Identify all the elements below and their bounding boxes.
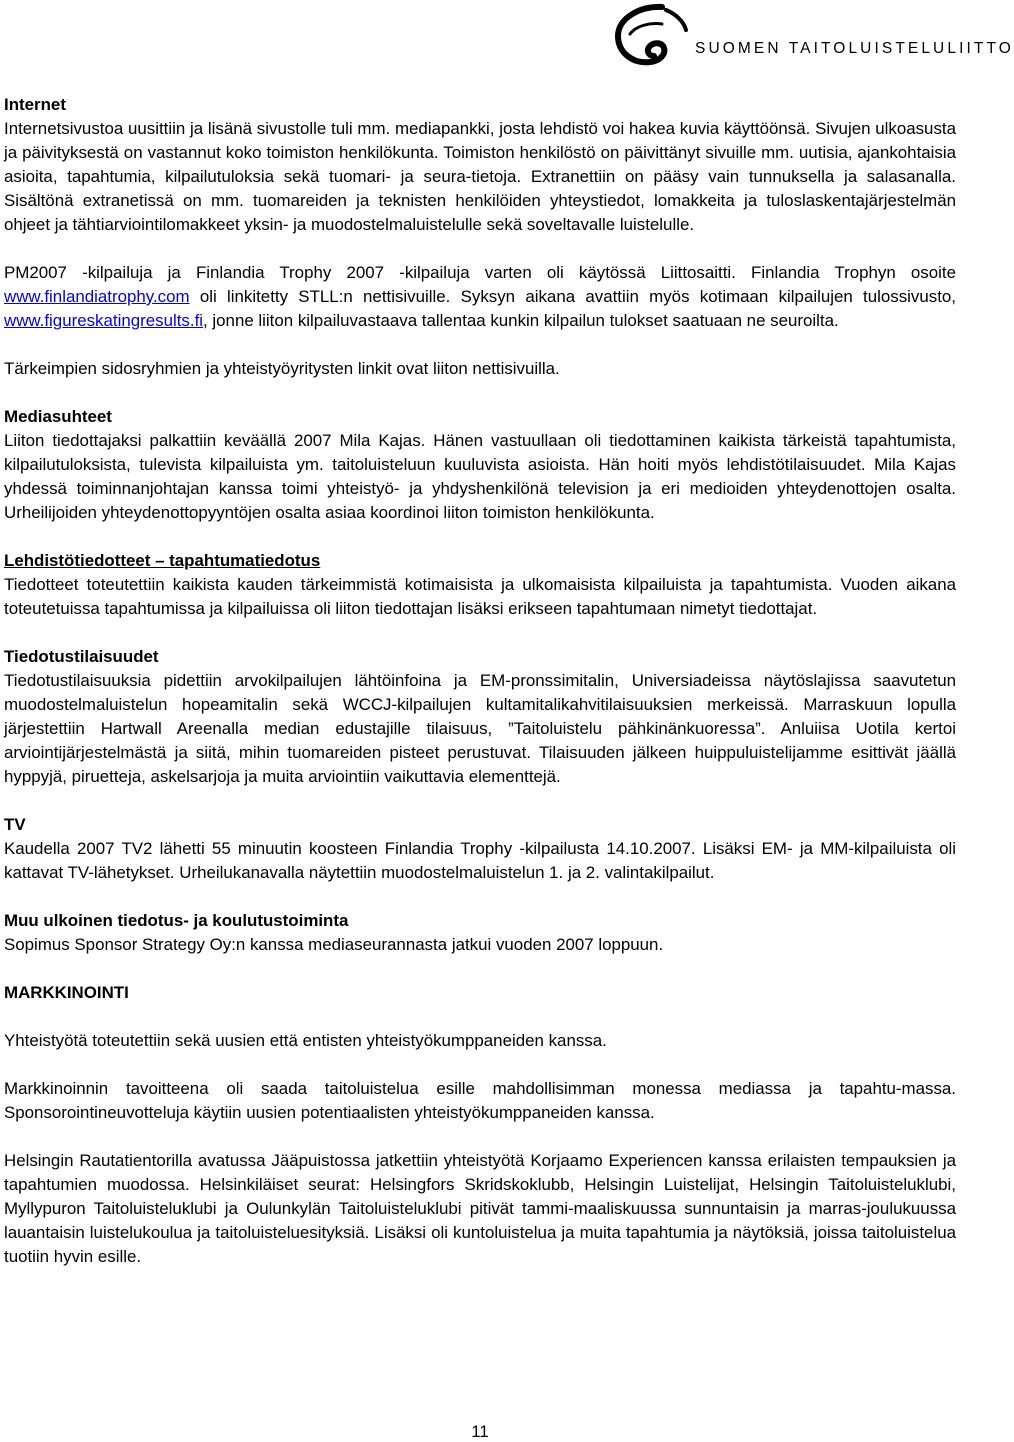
heading-markkinointi: MARKKINOINTI [4, 983, 129, 1002]
heading-tv: TV [4, 815, 26, 834]
internet-p2-text-b: oli linkitetty STLL:n nettisivuille. Syksyn aikana avattiin myös kotimaan kilpailujen tulossivusto, [189, 287, 956, 306]
skater-swirl-logo-icon [610, 4, 690, 68]
briefings-paragraph: Tiedotustilaisuuksia pidettiin arvokilpailujen lähtöinfoina ja EM-pronssimitalin, Universiadeissa näytöslajissa saavutetun muodostelmaluistelun hopeamitalin sekä WCCJ-kilpailujen kultamitalikahvitilaisuuksien merkeissä. Marraskuun lopulla järjestettiin Hartwall Areenalla median edustajille tilaisuus, ”Taitoluistelu pähkinänkuoressa”. Anluiisa Uotila kertoi arviointijärjestelmästä ja siitä, mihin tuomareiden pisteet perustuvat. Tilaisuuden jälkeen huippuluistelijamme esittivät jäällä hyppyjä, piruetteja, askelsarjoja ja muita arviointiin vaikuttavia elementtejä. [4, 671, 956, 786]
internet-paragraph-3: Tärkeimpien sidosryhmien ja yhteistyöyritysten linkit ovat liiton nettisivuilla. [4, 359, 560, 378]
external-paragraph: Sopimus Sponsor Strategy Oy:n kanssa mediaseurannasta jatkui vuoden 2007 loppuun. [4, 935, 664, 954]
heading-lehdistotiedotteet: Lehdistötiedotteet – tapahtumatiedotus [4, 551, 321, 570]
internet-p2-text-a: PM2007 -kilpailuja ja Finlandia Trophy 2007 -kilpailuja varten oli käytössä Liittosaitti. Finlandia Trophyn osoite [4, 263, 956, 282]
marketing-paragraph-1: Yhteistyötä toteutettiin sekä uusien että entisten yhteistyökumppaneiden kanssa. [4, 1031, 607, 1050]
internet-paragraph-1: Internetsivustoa uusittiin ja lisänä sivustolle tuli mm. mediapankki, josta lehdistö voi hakea kuvia käyttöönsä. Sivujen ulkoasusta ja päivityksestä on vastannut koko toimiston henkilökunta. Toimiston henkilöstö on päivittänyt sivuille mm. uutisia, ajankohtaisia asioita, tapahtumia, kilpailutuloksia sekä tuomari- ja seura-tietoja. Extranettiin on pääsy vain tunnuksella ja salasanalla. Sisältönä extranetissä on mm. tuomareiden ja teknisten henkilöiden yhteystiedot, lomakkeita ja tuloslaskentajärjestelmän ohjeet ja tähtiarviointilomakkeet yksin- ja muodostelmaluistelulle sekä soveltavalle luistelulle. [4, 119, 956, 234]
marketing-paragraph-3: Helsingin Rautatientorilla avatussa Jääpuistossa jatkettiin yhteistyötä Korjaamo Experiencen kanssa erilaisten tempauksien ja tapahtumien muodossa. Helsinkiläiset seurat: Helsingfors Skridskoklubb, Helsingin Luistelijat, Helsingin Taitoluisteluklubi, Myllypuron Taitoluisteluklubi ja Oulunkylän Taitoluisteluklubi pitivät tammi-maaliskuussa sunnuntaisin ja marras-joulukuussa lauantaisin luistelukoulua ja taitoluisteluesityksiä. Lisäksi oli kuntoluistelua ja muita tapahtumia ja näytöksiä, joissa taitoluistelua tuotiin hyvin esille. [4, 1151, 956, 1266]
heading-mediasuhteet: Mediasuhteet [4, 407, 112, 426]
internet-p2-text-c: , jonne liiton kilpailuvastaava tallentaa kunkin kilpailun tulokset saatuaan ne seuroilta. [203, 311, 839, 330]
marketing-paragraph-2: Markkinoinnin tavoitteena oli saada taitoluistelua esille mahdollisimman monessa mediassa ja tapahtu-massa. Sponsorointineuvotteluja käytiin uusien potentiaalisten yhteistyökumppaneiden kanssa. [4, 1079, 956, 1122]
document-body [4, 93, 956, 1269]
tv-paragraph: Kaudella 2007 TV2 lähetti 55 minuutin koosteen Finlandia Trophy -kilpailusta 14.10.2007. Lisäksi EM- ja MM-kilpailuista oli kattavat TV-lähetykset. Urheilukanavalla näytettiin muodostelmaluistelun 1. ja 2. valintakilpailut. [4, 839, 956, 882]
heading-internet: Internet [4, 95, 66, 114]
media-paragraph: Liiton tiedottajaksi palkattiin keväällä 2007 Mila Kajas. Hänen vastuullaan oli tiedottaminen kaikista tärkeistä tapahtumista, kilpailutuloksista, tulevista kilpailuista ym. taitoluisteluun kuuluvista asioista. Hän hoiti myös lehdistötilaisuudet. Mila Kajas yhdessä toiminnanjohtajan kanssa toimi yhteistyö- ja yhdyshenkilönä television ja eri medioiden yhteydenottojen osalta. Urheilijoiden yhteydenottopyyntöjen osalta asiaa koordinoi liiton toimiston henkilökunta. [4, 431, 956, 522]
page-number: 11 [471, 1422, 489, 1441]
heading-tiedotustilaisuudet: Tiedotustilaisuudet [4, 647, 159, 666]
heading-muu-ulkoinen: Muu ulkoinen tiedotus- ja koulutustoiminta [4, 911, 349, 930]
internet-paragraph-2 [4, 261, 956, 333]
finlandiatrophy-link[interactable]: www.finlandiatrophy.com [4, 287, 190, 306]
press-paragraph: Tiedotteet toteutettiin kaikista kauden tärkeimmistä kotimaisista ja ulkomaisista kilpailuista ja tapahtumista. Vuoden aikana toteutetuissa tapahtumissa ja kilpailuissa oli liiton tiedottajan lisäksi erikseen tapahtumaan nimetyt tiedottajat. [4, 575, 956, 618]
logo-text: SUOMEN TAITOLUISTELULIITTO [695, 40, 1014, 57]
federation-logo [610, 4, 1014, 68]
figureskatingresults-link[interactable]: www.figureskatingresults.fi [4, 311, 204, 330]
